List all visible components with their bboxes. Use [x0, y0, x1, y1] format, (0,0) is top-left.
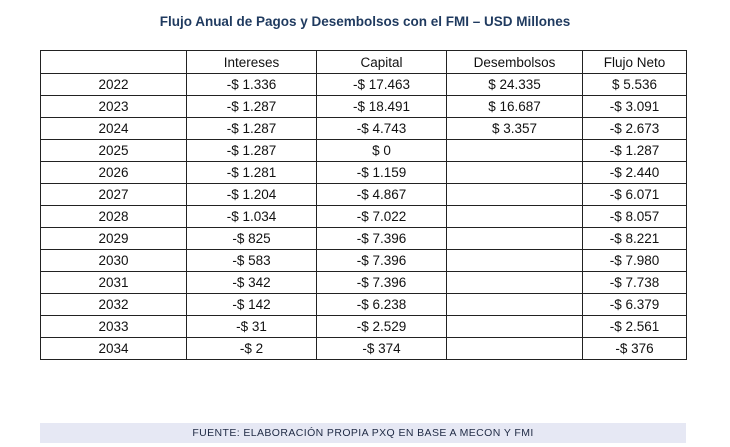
capital-cell: -$ 2.529	[317, 316, 447, 338]
table-row	[41, 272, 687, 294]
year-cell: 2029	[41, 228, 187, 250]
flujo-neto-cell: -$ 2.673	[583, 118, 687, 140]
header-flujo-neto: Flujo Neto	[583, 51, 687, 74]
header-capital: Capital	[317, 51, 447, 74]
table-row	[41, 250, 687, 272]
year-cell: 2028	[41, 206, 187, 228]
year-cell: 2026	[41, 162, 187, 184]
desembolsos-cell: $ 3.357	[447, 118, 583, 140]
desembolsos-cell	[447, 272, 583, 294]
intereses-cell: -$ 31	[187, 316, 317, 338]
intereses-cell: -$ 1.287	[187, 118, 317, 140]
flujo-neto-cell: -$ 3.091	[583, 96, 687, 118]
capital-cell: -$ 4.743	[317, 118, 447, 140]
flujo-neto-cell: -$ 7.738	[583, 272, 687, 294]
table-row	[41, 96, 687, 118]
year-cell: 2027	[41, 184, 187, 206]
capital-cell: -$ 7.396	[317, 272, 447, 294]
capital-cell: -$ 17.463	[317, 74, 447, 96]
flujo-neto-cell: -$ 1.287	[583, 140, 687, 162]
flujo-neto-cell: -$ 376	[583, 338, 687, 360]
table-row	[41, 118, 687, 140]
table-row	[41, 184, 687, 206]
desembolsos-cell	[447, 162, 583, 184]
table-row	[41, 228, 687, 250]
capital-cell: -$ 1.159	[317, 162, 447, 184]
table-row	[41, 338, 687, 360]
header-row	[41, 51, 687, 74]
table-row	[41, 74, 687, 96]
flujo-neto-cell: $ 5.536	[583, 74, 687, 96]
intereses-cell: -$ 825	[187, 228, 317, 250]
payments-table	[40, 50, 687, 360]
flujo-neto-cell: -$ 6.379	[583, 294, 687, 316]
desembolsos-cell	[447, 184, 583, 206]
intereses-cell: -$ 2	[187, 338, 317, 360]
flujo-neto-cell: -$ 2.440	[583, 162, 687, 184]
year-cell: 2022	[41, 74, 187, 96]
desembolsos-cell: $ 16.687	[447, 96, 583, 118]
desembolsos-cell: $ 24.335	[447, 74, 583, 96]
source-note: FUENTE: ELABORACIÓN PROPIA PXQ EN BASE A MECON Y FMI	[40, 423, 686, 443]
capital-cell: -$ 18.491	[317, 96, 447, 118]
flujo-neto-cell: -$ 8.057	[583, 206, 687, 228]
header-desembolsos: Desembolsos	[447, 51, 583, 74]
header-year	[41, 51, 187, 74]
desembolsos-cell	[447, 206, 583, 228]
flujo-neto-cell: -$ 6.071	[583, 184, 687, 206]
capital-cell: -$ 7.396	[317, 228, 447, 250]
intereses-cell: -$ 1.204	[187, 184, 317, 206]
table-row	[41, 162, 687, 184]
year-cell: 2034	[41, 338, 187, 360]
flujo-neto-cell: -$ 2.561	[583, 316, 687, 338]
desembolsos-cell	[447, 228, 583, 250]
desembolsos-cell	[447, 338, 583, 360]
flujo-neto-cell: -$ 7.980	[583, 250, 687, 272]
table-row	[41, 294, 687, 316]
capital-cell: -$ 4.867	[317, 184, 447, 206]
header-intereses: Intereses	[187, 51, 317, 74]
intereses-cell: -$ 1.281	[187, 162, 317, 184]
desembolsos-cell	[447, 316, 583, 338]
desembolsos-cell	[447, 294, 583, 316]
capital-cell: -$ 6.238	[317, 294, 447, 316]
capital-cell: $ 0	[317, 140, 447, 162]
year-cell: 2025	[41, 140, 187, 162]
intereses-cell: -$ 342	[187, 272, 317, 294]
table-title: Flujo Anual de Pagos y Desembolsos con el FMI – USD Millones	[159, 14, 571, 29]
capital-cell: -$ 7.396	[317, 250, 447, 272]
year-cell: 2023	[41, 96, 187, 118]
intereses-cell: -$ 1.287	[187, 96, 317, 118]
table-row	[41, 316, 687, 338]
intereses-cell: -$ 1.336	[187, 74, 317, 96]
flujo-neto-cell: -$ 8.221	[583, 228, 687, 250]
year-cell: 2024	[41, 118, 187, 140]
desembolsos-cell	[447, 140, 583, 162]
table-row	[41, 140, 687, 162]
desembolsos-cell	[447, 250, 583, 272]
capital-cell: -$ 374	[317, 338, 447, 360]
year-cell: 2030	[41, 250, 187, 272]
year-cell: 2032	[41, 294, 187, 316]
intereses-cell: -$ 583	[187, 250, 317, 272]
table-row	[41, 206, 687, 228]
year-cell: 2033	[41, 316, 187, 338]
intereses-cell: -$ 1.034	[187, 206, 317, 228]
year-cell: 2031	[41, 272, 187, 294]
intereses-cell: -$ 142	[187, 294, 317, 316]
capital-cell: -$ 7.022	[317, 206, 447, 228]
intereses-cell: -$ 1.287	[187, 140, 317, 162]
